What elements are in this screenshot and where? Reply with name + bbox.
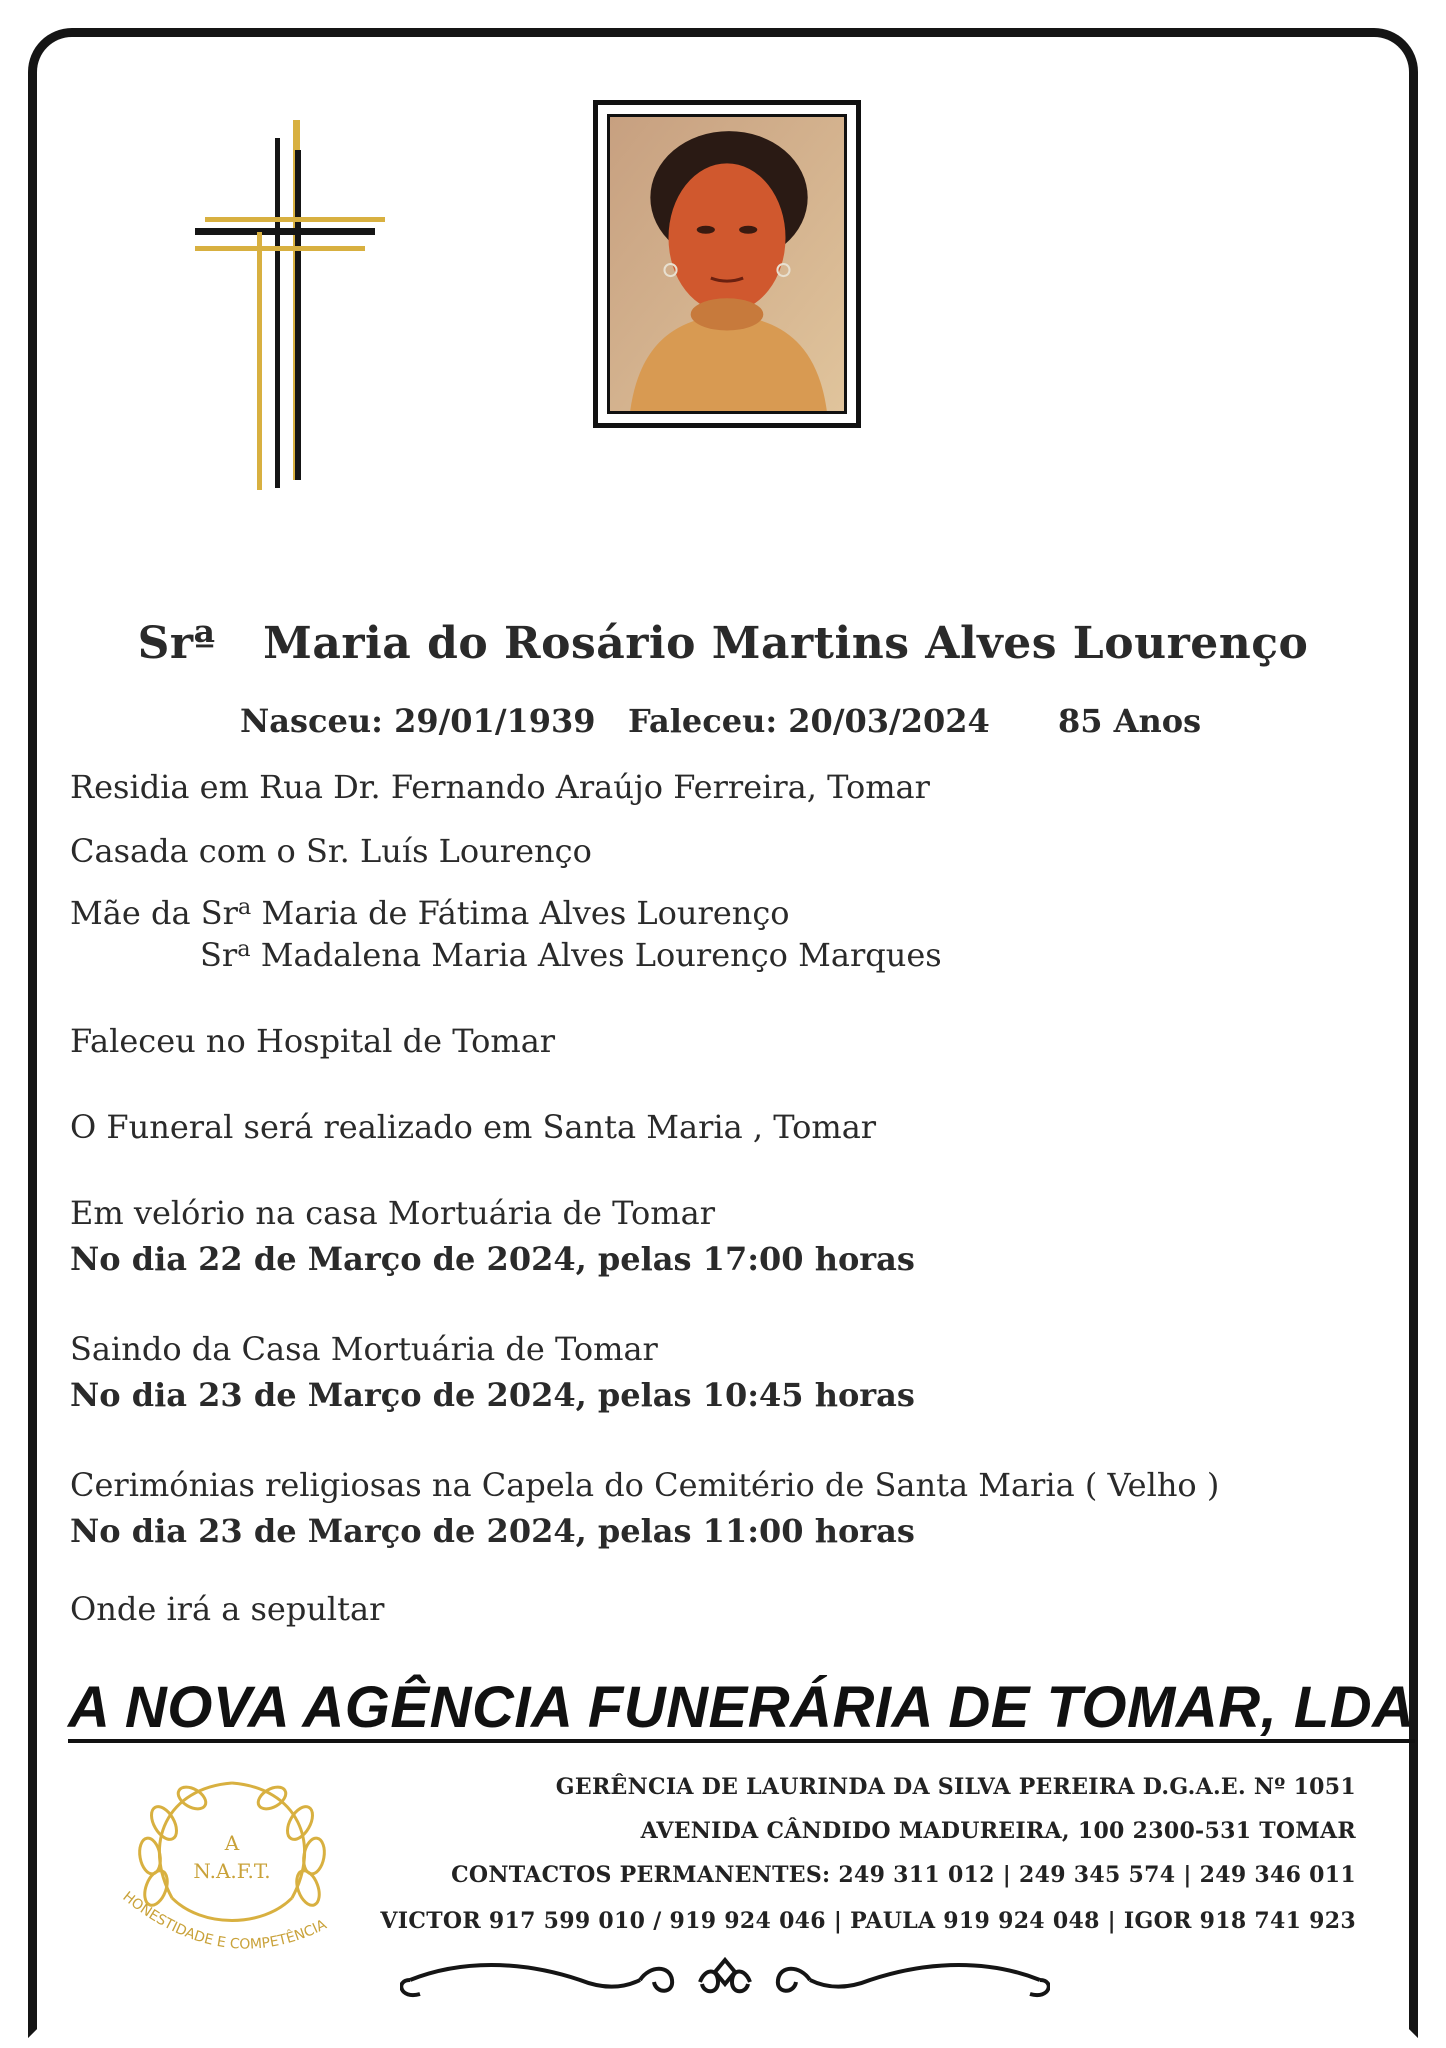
child-2-sup: a — [237, 936, 251, 962]
death-date: Faleceu: 20/03/2024 — [628, 702, 990, 740]
contacts-line: CONTACTOS PERMANENTES: 249 311 012 | 249 345 574 | 249 346 011 — [451, 1862, 1356, 1888]
leaving-time-line: No dia 23 de Março de 2024, pelas 10:45 horas — [70, 1376, 915, 1414]
address-line: AVENIDA CÂNDIDO MADUREIRA, 100 2300-531 TOMAR — [640, 1818, 1356, 1844]
honorific: Srª — [137, 618, 216, 669]
ceremony-time-line: No dia 23 de Março de 2024, pelas 11:00 horas — [70, 1512, 915, 1550]
mother-line — [70, 894, 790, 932]
age: 85 Anos — [1058, 702, 1202, 740]
child-2-prefix: Sr — [200, 936, 238, 975]
ceremony-line: Cerimónias religiosas na Capela do Cemitério de Santa Maria ( Velho ) — [70, 1466, 1220, 1504]
wake-time-line: No dia 22 de Março de 2024, pelas 17:00 horas — [70, 1240, 915, 1278]
child-2-line — [200, 936, 942, 974]
birth-date: Nasceu: 29/01/1939 — [240, 702, 596, 740]
died-at-line: Faleceu no Hospital de Tomar — [70, 1022, 556, 1060]
leaving-line: Saindo da Casa Mortuária de Tomar — [70, 1330, 658, 1368]
child-1: Maria de Fátima Alves Lourenço — [251, 894, 790, 933]
seal-motto: HONESTIDADE E COMPETÊNCIA — [119, 1888, 330, 1953]
agency-seal-logo — [112, 1768, 352, 1968]
funeral-place-line: O Funeral será realizado em Santa Maria , Tomar — [70, 1108, 877, 1146]
deceased-name-heading — [0, 618, 1446, 669]
staff-contacts-line: VICTOR 917 599 010 / 919 924 046 | PAULA 919 924 048 | IGOR 918 741 923 — [380, 1908, 1356, 1934]
mother-sup: a — [237, 894, 252, 920]
management-line: GERÊNCIA DE LAURINDA DA SILVA PEREIRA D.G.A.E. Nº 1051 — [555, 1774, 1356, 1800]
seal-abbrev: N.A.F.T. — [193, 1859, 271, 1883]
agency-name: A NOVA AGÊNCIA FUNERÁRIA DE TOMAR, LDA — [68, 1678, 1415, 1743]
portrait-frame — [593, 100, 861, 428]
mother-prefix: Mãe da Sr — [70, 894, 238, 933]
child-2: Madalena Maria Alves Lourenço Marques — [250, 936, 942, 975]
married-line: Casada com o Sr. Luís Lourenço — [70, 832, 592, 870]
residence-line: Residia em Rua Dr. Fernando Araújo Ferreira, Tomar — [70, 768, 930, 806]
deceased-name: Maria do Rosário Martins Alves Lourenço — [263, 618, 1309, 669]
ornament-divider — [400, 1950, 1050, 2010]
seal-letter: A — [224, 1831, 240, 1855]
burial-line: Onde irá a sepultar — [70, 1590, 385, 1628]
portrait-photo — [607, 114, 847, 414]
cross-icon — [195, 120, 385, 490]
wake-line: Em velório na casa Mortuária de Tomar — [70, 1194, 715, 1232]
